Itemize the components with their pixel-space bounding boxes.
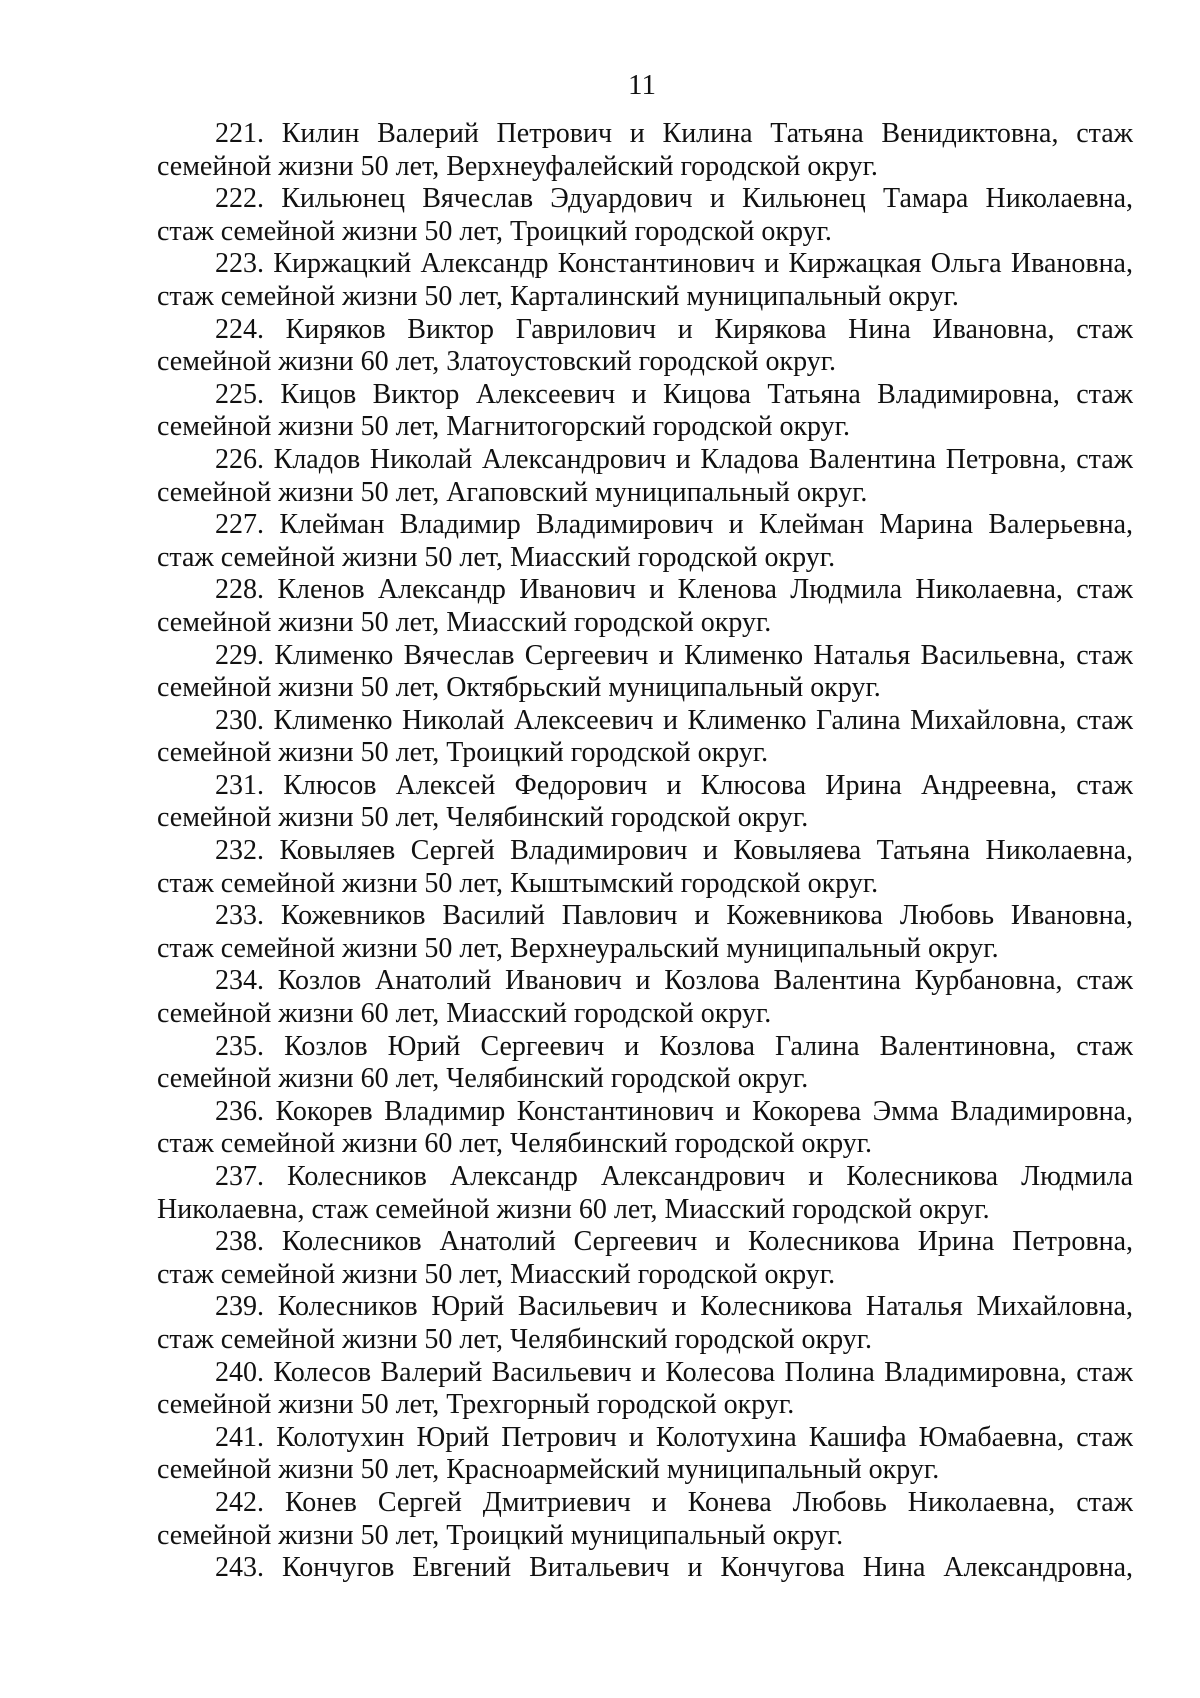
list-item [157, 379, 1133, 444]
list-item [157, 574, 1133, 639]
entry-second-line: стаж семейной жизни 50 лет, Карталинский муниципальный округ. [157, 280, 959, 312]
list-item [157, 183, 1133, 248]
entry-first-line: 227. Клейман Владимир Владимирович и Клейман Марина Валерьевна, [215, 509, 1133, 541]
entry-first-line: 230. Клименко Николай Алексеевич и Клименко Галина Михайловна, стаж [215, 704, 1133, 736]
list-item [157, 1161, 1133, 1226]
entry-first-line: 241. Колотухин Юрий Петрович и Колотухина Кашифа Юмабаевна, стаж [215, 1421, 1133, 1453]
entry-first-line: 221. Килин Валерий Петрович и Килина Татьяна Венидиктовна, стаж [215, 118, 1133, 149]
entry-first-line: 239. Колесников Юрий Васильевич и Колесникова Наталья Михайловна, [215, 1291, 1133, 1323]
list-item [157, 965, 1133, 1030]
entry-second-line: семейной жизни 50 лет, Челябинский городской округ. [157, 802, 809, 834]
list-item [157, 118, 1133, 183]
list-item [157, 1096, 1133, 1161]
entry-second-line: стаж семейной жизни 50 лет, Троицкий городской округ. [157, 215, 832, 247]
entry-first-line: 231. Клюсов Алексей Федорович и Клюсова Ирина Андреевна, стаж [215, 769, 1133, 801]
entry-first-line: 229. Клименко Вячеслав Сергеевич и Клименко Наталья Васильевна, стаж [215, 639, 1133, 671]
entry-second-line: семейной жизни 60 лет, Миасский городской округ. [157, 998, 772, 1030]
entry-second-line: семейной жизни 50 лет, Верхнеуфалейский городской округ. [157, 150, 878, 182]
entry-first-line: 240. Колесов Валерий Васильевич и Колесова Полина Владимировна, стаж [215, 1356, 1133, 1388]
entry-second-line: стаж семейной жизни 50 лет, Миасский городской округ. [157, 541, 836, 573]
entry-second-line: стаж семейной жизни 50 лет, Верхнеуральский муниципальный округ. [157, 932, 999, 964]
list-item [157, 509, 1133, 574]
page-number: 11 [628, 69, 656, 101]
entry-first-line: 228. Кленов Александр Иванович и Кленова Людмила Николаевна, стаж [215, 574, 1133, 606]
entry-second-line: Николаевна, стаж семейной жизни 60 лет, Миасский городской округ. [157, 1193, 990, 1225]
list-item [157, 770, 1133, 835]
list-item [157, 1487, 1133, 1552]
entry-first-line: 237. Колесников Александр Александрович и Колесникова Людмила [215, 1161, 1133, 1192]
list-item [157, 1357, 1133, 1422]
list-item [157, 705, 1133, 770]
entry-second-line: семейной жизни 50 лет, Миасский городской округ. [157, 606, 772, 638]
list-item [157, 1422, 1133, 1487]
list-item [157, 314, 1133, 379]
entry-first-line: 234. Козлов Анатолий Иванович и Козлова Валентина Курбановна, стаж [215, 965, 1133, 997]
entry-first-line: 223. Киржацкий Александр Константинович и Киржацкая Ольга Ивановна, [215, 248, 1133, 280]
entry-second-line: семейной жизни 50 лет, Трехгорный городской округ. [157, 1389, 795, 1421]
entry-list [157, 118, 1133, 1585]
entry-second-line: семейной жизни 50 лет, Агаповский муниципальный округ. [157, 476, 868, 508]
entry-second-line: семейной жизни 60 лет, Челябинский городской округ. [157, 1063, 809, 1095]
list-item [157, 1291, 1133, 1356]
entry-second-line: семейной жизни 50 лет, Красноармейский муниципальный округ. [157, 1454, 940, 1486]
entry-second-line: семейной жизни 60 лет, Златоустовский городской округ. [157, 346, 837, 378]
list-item [157, 1552, 1133, 1585]
entry-second-line: семейной жизни 50 лет, Октябрьский муниципальный округ. [157, 672, 881, 704]
entry-first-line: 238. Колесников Анатолий Сергеевич и Колесникова Ирина Петровна, [215, 1226, 1133, 1258]
entry-second-line: стаж семейной жизни 60 лет, Челябинский городской округ. [157, 1128, 873, 1160]
list-item [157, 835, 1133, 900]
entry-second-line: стаж семейной жизни 50 лет, Челябинский городской округ. [157, 1323, 873, 1355]
entry-first-line: 226. Кладов Николай Александрович и Кладова Валентина Петровна, стаж [215, 443, 1133, 475]
entry-first-line: 233. Кожевников Василий Павлович и Кожевникова Любовь Ивановна, [215, 900, 1133, 932]
list-item [157, 248, 1133, 313]
entry-second-line: стаж семейной жизни 50 лет, Кыштымский городской округ. [157, 867, 879, 899]
entry-second-line: стаж семейной жизни 50 лет, Миасский городской округ. [157, 1258, 836, 1290]
list-item [157, 640, 1133, 705]
entry-first-line: 222. Кильюнец Вячеслав Эдуардович и Кильюнец Тамара Николаевна, [215, 183, 1133, 215]
entry-first-line: 225. Кицов Виктор Алексеевич и Кицова Татьяна Владимировна, стаж [215, 378, 1133, 410]
list-item [157, 900, 1133, 965]
entry-second-line: семейной жизни 50 лет, Магнитогорский городской округ. [157, 411, 850, 443]
entry-first-line: 232. Ковыляев Сергей Владимирович и Ковыляева Татьяна Николаевна, [215, 835, 1133, 867]
entry-first-line: 242. Конев Сергей Дмитриевич и Конева Любовь Николаевна, стаж [215, 1486, 1133, 1518]
entry-first-line: 235. Козлов Юрий Сергеевич и Козлова Галина Валентиновна, стаж [215, 1030, 1133, 1062]
entry-second-line: семейной жизни 50 лет, Троицкий городской округ. [157, 737, 769, 769]
list-item [157, 1226, 1133, 1291]
list-item [157, 1031, 1133, 1096]
entry-second-line: семейной жизни 50 лет, Троицкий муниципальный округ. [157, 1519, 844, 1551]
entry-first-line: 236. Кокорев Владимир Константинович и Кокорева Эмма Владимировна, [215, 1095, 1133, 1127]
entry-first-line: 224. Киряков Виктор Гаврилович и Кирякова Нина Ивановна, стаж [215, 313, 1133, 345]
entry-first-line: 243. Кончугов Евгений Витальевич и Кончугова Нина Александровна, [215, 1552, 1133, 1584]
list-item [157, 444, 1133, 509]
